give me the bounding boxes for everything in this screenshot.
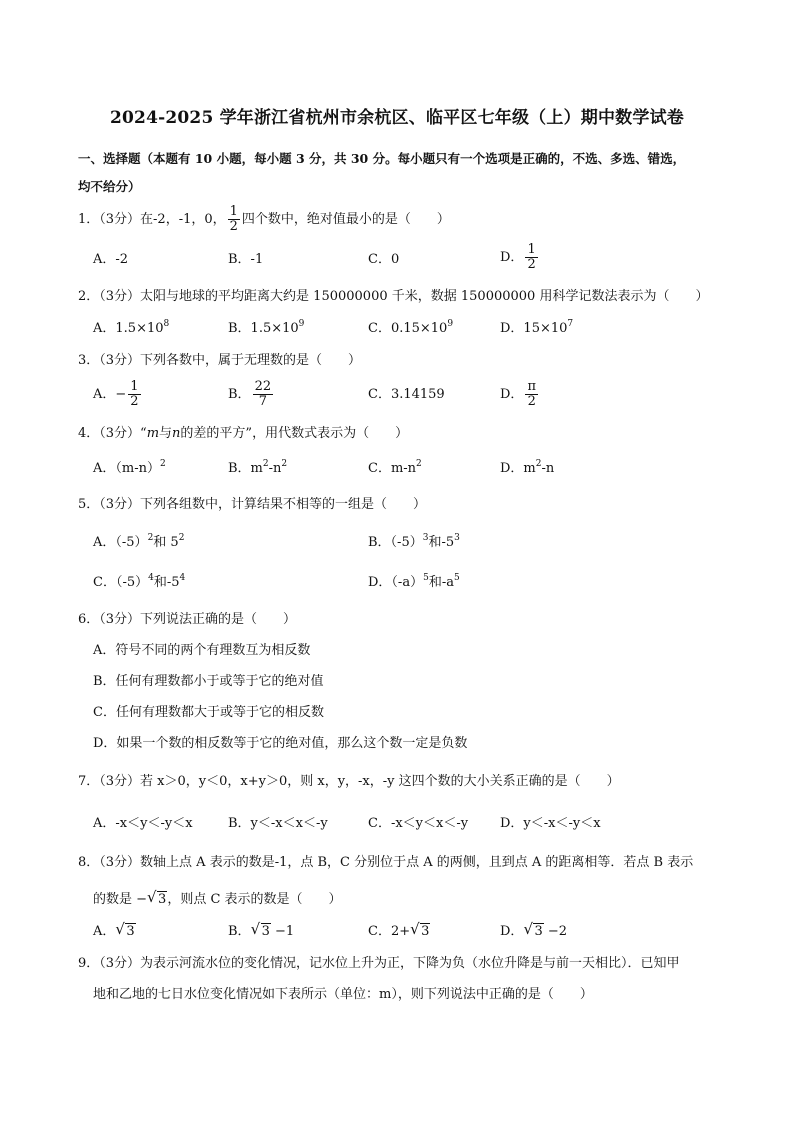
q1-option-d-label: D． [500, 250, 524, 265]
q4-d-a: D．m [500, 461, 536, 476]
q4-stem-a: 4．（3分）“ [78, 426, 147, 441]
q3-d-fraction [525, 380, 538, 409]
q8-a-label: A． [93, 924, 116, 939]
q5-option-a [93, 533, 184, 553]
q3-option-a [93, 380, 143, 409]
q7-option-b: B．y＜-x＜x＜-y [228, 816, 328, 831]
q8-line2-radicand: 3 [158, 892, 167, 907]
q1-frac-num: 1 [229, 204, 238, 219]
q1-frac-den: 2 [229, 219, 238, 234]
q3-a-den: 2 [130, 394, 139, 409]
question-7-stem: 7．（3分）若 x＞0，y＜0，x+y＞0，则 x，y，-x，-y 这四个数的大小关系正确的是（ ） [78, 774, 620, 789]
q4-var-n: n [172, 426, 181, 441]
question-8-line-1: 8．（3分）数轴上点 A 表示的数是-1，点 B，C 分别位于点 A 的两侧，且到点 A 的距离相等．若点 B 表示 [78, 855, 694, 870]
q4-var-m: m [146, 426, 160, 441]
q5-b-e2: 3 [454, 533, 460, 543]
q4-option-c [368, 459, 422, 479]
q8-line2-a: 的数是 − [93, 892, 148, 907]
q8-b-tail: −1 [270, 924, 295, 939]
q6-option-a: A．符号不同的两个有理数互为相反数 [93, 643, 311, 658]
q2-d-base: D．15×10 [500, 321, 568, 336]
question-5-stem: 5．（3分）下列各组数中，计算结果不相等的一组是（ ） [78, 497, 427, 512]
question-9-line-2: 地和乙地的七日水位变化情况如下表所示（单位：m），则下列说法中正确的是（ ） [93, 987, 593, 1002]
q8-option-b [228, 922, 294, 942]
q2-d-exp: 7 [567, 319, 574, 329]
q1-fraction [228, 205, 240, 234]
q2-a-base: A．1.5×10 [93, 321, 164, 336]
q5-a-a: A．（-5） [93, 535, 148, 550]
question-8-line-2 [93, 890, 748, 910]
q5-option-d [368, 573, 460, 593]
q5-d-e1: 5 [423, 573, 429, 583]
q8-b-sqrt [251, 922, 271, 942]
q8-a-radical-sign: √ [115, 920, 125, 938]
q5-d-e2: 5 [453, 573, 460, 583]
q4-option-a [93, 459, 166, 479]
q5-c-e2: 4 [179, 573, 186, 583]
q8-c-label: C．2+ [368, 924, 411, 939]
q2-c-base: C．0.15×10 [368, 321, 448, 336]
q3-d-num: π [527, 379, 536, 394]
section-heading [78, 145, 728, 201]
question-9-line-1: 9．（3分）为表示河流水位的变化情况，记水位上升为正，下降为负（水位升降是与前一天相比）．已知甲 [78, 956, 680, 971]
q3-b-label: B． [228, 387, 251, 402]
question-4-stem [78, 424, 733, 444]
q5-option-b [368, 533, 460, 553]
q2-option-c [368, 319, 453, 339]
q5-b-b: 和-5 [428, 535, 455, 550]
q8-d-tail: −2 [543, 924, 568, 939]
q4-stem-b: 的差的平方”，用代数式表示为（ ） [180, 426, 409, 441]
q3-d-den: 2 [527, 394, 536, 409]
q1-option-b: B．-1 [228, 252, 264, 267]
q5-d-a: D．（-a） [368, 575, 424, 590]
q5-c-e1: 4 [148, 573, 154, 583]
q4-d-exp: 2 [535, 459, 542, 469]
question-6-stem: 6．（3分）下列说法正确的是（ ） [78, 612, 297, 627]
page-title: 2024-2025 学年浙江省杭州市余杭区、临平区七年级（上）期中数学试卷 [109, 108, 684, 128]
q8-c-sqrt [410, 922, 430, 942]
q7-option-c: C．-x＜y＜x＜-y [368, 816, 469, 831]
q5-a-e1: 2 [147, 533, 154, 543]
q8-b-radicand: 3 [261, 924, 270, 939]
q6-option-b: B．任何有理数都小于或等于它的绝对值 [93, 674, 324, 689]
q8-d-radicand: 3 [534, 924, 543, 939]
q6-option-d: D．如果一个数的相反数等于它的绝对值，那么这个数一定是负数 [93, 736, 468, 751]
q1-option-c: C．0 [368, 252, 400, 267]
section-heading-line-2: 均不给分） [78, 179, 141, 194]
section-heading-line-1: 一、选择题（本题有 10 小题，每小题 3 分，共 30 分。每小题只有一个选项是正确的，不选、多选、错选， [78, 151, 686, 166]
q2-b-base: B．1.5×10 [228, 321, 299, 336]
q1-stem-a: 1．（3分）在-2，-1，0， [78, 212, 226, 227]
q1-option-d-fraction [525, 243, 537, 272]
q5-d-b: 和-a [428, 575, 454, 590]
q2-option-d [500, 319, 573, 339]
q3-option-c: C．3.14159 [368, 387, 445, 402]
q1-d-den: 2 [527, 257, 536, 272]
q5-c-b: 和-5 [153, 575, 180, 590]
q8-line2-b: ，则点 C 表示的数是（ ） [167, 892, 342, 907]
q4-option-b [228, 459, 287, 479]
q5-a-b: 和 5 [153, 535, 179, 550]
question-1-stem [78, 205, 733, 234]
q8-line2-radical-sign: √ [147, 888, 157, 906]
q4-option-d [500, 459, 554, 479]
q3-a-num: 1 [130, 379, 139, 394]
q3-option-d [500, 380, 540, 409]
q1-option-d [500, 243, 540, 272]
q4-b-exp1: 2 [262, 459, 269, 469]
q4-d-b: -n [541, 461, 555, 476]
q6-option-c: C．任何有理数都大于或等于它的相反数 [93, 705, 324, 720]
q8-c-radicand: 3 [421, 924, 430, 939]
q8-c-radical-sign: √ [410, 920, 420, 938]
q4-b-b: -n [268, 461, 282, 476]
q8-d-sqrt [523, 922, 543, 942]
q4-c-a: C．m-n [368, 461, 417, 476]
q8-option-a [93, 922, 136, 942]
q8-d-radical-sign: √ [523, 920, 533, 938]
q4-a-text: A．（m-n） [93, 461, 160, 476]
q3-b-den: 7 [258, 394, 267, 409]
q1-stem-b: 四个数中，绝对值最小的是（ ） [241, 212, 450, 227]
q3-option-b [228, 380, 275, 409]
q2-option-b [228, 319, 304, 339]
q8-a-radicand: 3 [126, 924, 135, 939]
q2-c-exp: 9 [447, 319, 454, 329]
q5-a-e2: 2 [178, 533, 185, 543]
q4-c-exp: 2 [416, 459, 422, 469]
q5-b-e1: 3 [422, 533, 429, 543]
q3-b-fraction [253, 380, 274, 409]
q4-b-a: B．m [228, 461, 263, 476]
q8-a-sqrt [115, 922, 135, 942]
q3-b-num: 22 [254, 379, 272, 394]
q4-yu: 与 [159, 426, 173, 441]
question-2-stem: 2．（3分）太阳与地球的平均距离大约是 150000000 千米，数据 150000000 用科学记数法表示为（ ） [78, 289, 709, 304]
q7-option-d: D．y＜-x＜-y＜x [500, 816, 601, 831]
q5-c-a: C．（-5） [93, 575, 149, 590]
q8-option-d [500, 922, 567, 942]
q3-d-label: D． [500, 387, 524, 402]
q8-b-radical-sign: √ [250, 920, 261, 938]
q5-b-a: B．（-5） [368, 535, 423, 550]
q3-a-label: A．− [93, 387, 127, 402]
q8-line2-sqrt [147, 890, 167, 910]
q8-b-label: B． [228, 924, 251, 939]
q3-a-fraction [128, 380, 140, 409]
q5-option-c [93, 573, 185, 593]
q2-a-exp: 8 [163, 319, 170, 329]
q4-b-exp2: 2 [281, 459, 288, 469]
q8-option-c [368, 922, 430, 942]
q4-a-exp: 2 [159, 459, 166, 469]
q2-option-a [93, 319, 169, 339]
q1-d-num: 1 [527, 242, 536, 257]
q8-d-label: D． [500, 924, 524, 939]
question-3-stem: 3．（3分）下列各数中，属于无理数的是（ ） [78, 353, 362, 368]
q7-option-a: A．-x＜y＜-y＜x [93, 816, 193, 831]
q2-b-exp: 9 [298, 319, 305, 329]
q1-option-a: A．-2 [93, 252, 129, 267]
